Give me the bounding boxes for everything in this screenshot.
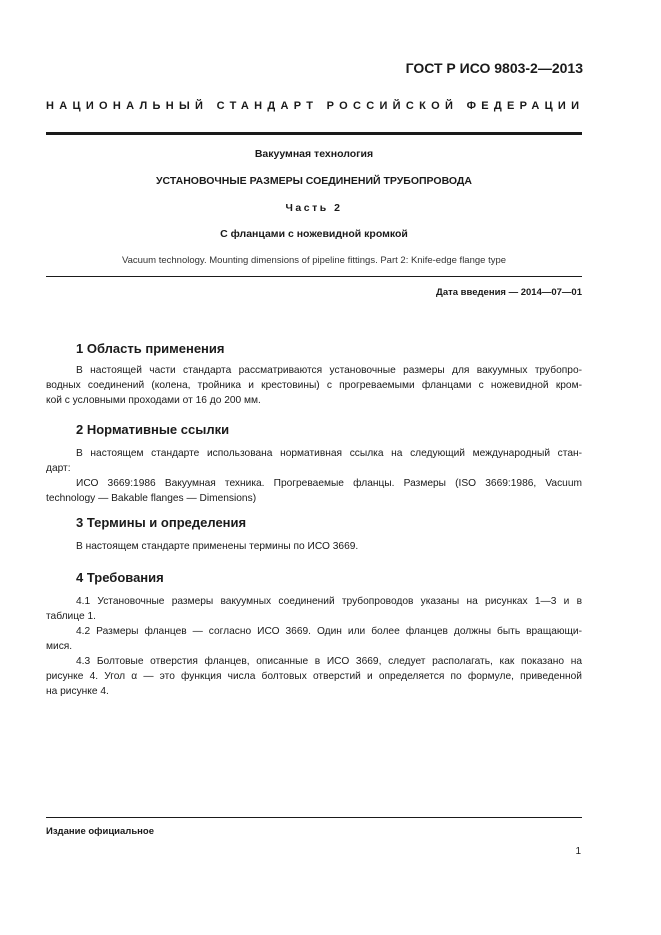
- section-paragraph: [46, 446, 582, 506]
- paragraph-line: таблице 1.: [46, 611, 96, 622]
- paragraph-line: 4.3 Болтовые отверстия фланцев, описанные в ИСО 3669, следует располагать, как показано на: [76, 656, 582, 667]
- document-number: ГОСТ Р ИСО 9803-2—2013: [405, 60, 583, 76]
- paragraph-line: ИСО 3669:1986 Вакуумная техника. Прогреваемые фланцы. Размеры (ISO 3669:1986, Vacuum: [76, 478, 582, 489]
- english-title: Vacuum technology. Mounting dimensions of pipeline fittings. Part 2: Knife-edge flange type: [121, 255, 507, 266]
- paragraph-line: В настоящем стандарте применены термины по ИСО 3669.: [76, 541, 359, 552]
- paragraph-line: 4.2 Размеры фланцев — согласно ИСО 3669. Один или более фланцев должны быть вращающи-: [76, 626, 582, 637]
- edition-label: Издание официальное: [46, 826, 154, 837]
- part-label: Часть 2: [285, 202, 343, 214]
- main-title: УСТАНОВОЧНЫЕ РАЗМЕРЫ СОЕДИНЕНИЙ ТРУБОПРОВОДА: [156, 175, 472, 187]
- paragraph-line: В настоящем стандарте использована нормативная ссылка на следующий международный стан-: [76, 448, 582, 459]
- subject-title: Вакуумная технология: [254, 148, 374, 160]
- national-standard-banner: НАЦИОНАЛЬНЫЙ СТАНДАРТ РОССИЙСКОЙ ФЕДЕРАЦИИ: [46, 100, 585, 112]
- paragraph-line: кой с условными проходами от 16 до 200 мм.: [46, 395, 261, 406]
- section-heading: 1 Область применения: [76, 341, 225, 356]
- paragraph-line: водных соединений (колена, тройника и крестовины) с прогреваемыми фланцами с ножевидной кром-: [46, 380, 582, 391]
- section-heading: 2 Нормативные ссылки: [76, 422, 230, 437]
- footer-divider: [46, 817, 582, 818]
- header-divider: [46, 132, 582, 135]
- section-heading: 3 Термины и определения: [76, 515, 247, 530]
- page-number: 1: [575, 846, 581, 857]
- section-paragraph: [46, 539, 582, 554]
- title-divider: [46, 276, 582, 277]
- paragraph-line: 4.1 Установочные размеры вакуумных соединений трубопроводов указаны на рисунках 1—3 и в: [76, 596, 582, 607]
- introduction-date: Дата введения — 2014—07—01: [436, 287, 582, 298]
- paragraph-line: technology — Bakable flanges — Dimensions): [46, 493, 257, 504]
- paragraph-line: мися.: [46, 641, 73, 652]
- paragraph-line: рисунке 4. Угол α — это функция числа болтовых отверстий и определяется по формуле, приведенной: [46, 671, 582, 682]
- section-heading: 4 Требования: [76, 570, 164, 585]
- subtitle: С фланцами с ножевидной кромкой: [220, 228, 408, 240]
- paragraph-line: В настоящей части стандарта рассматриваются установочные размеры для вакуумных трубопро-: [76, 365, 582, 376]
- paragraph-line: дарт:: [46, 463, 71, 474]
- paragraph-line: на рисунке 4.: [46, 686, 109, 697]
- section-paragraph: [46, 594, 582, 699]
- section-paragraph: [46, 363, 582, 408]
